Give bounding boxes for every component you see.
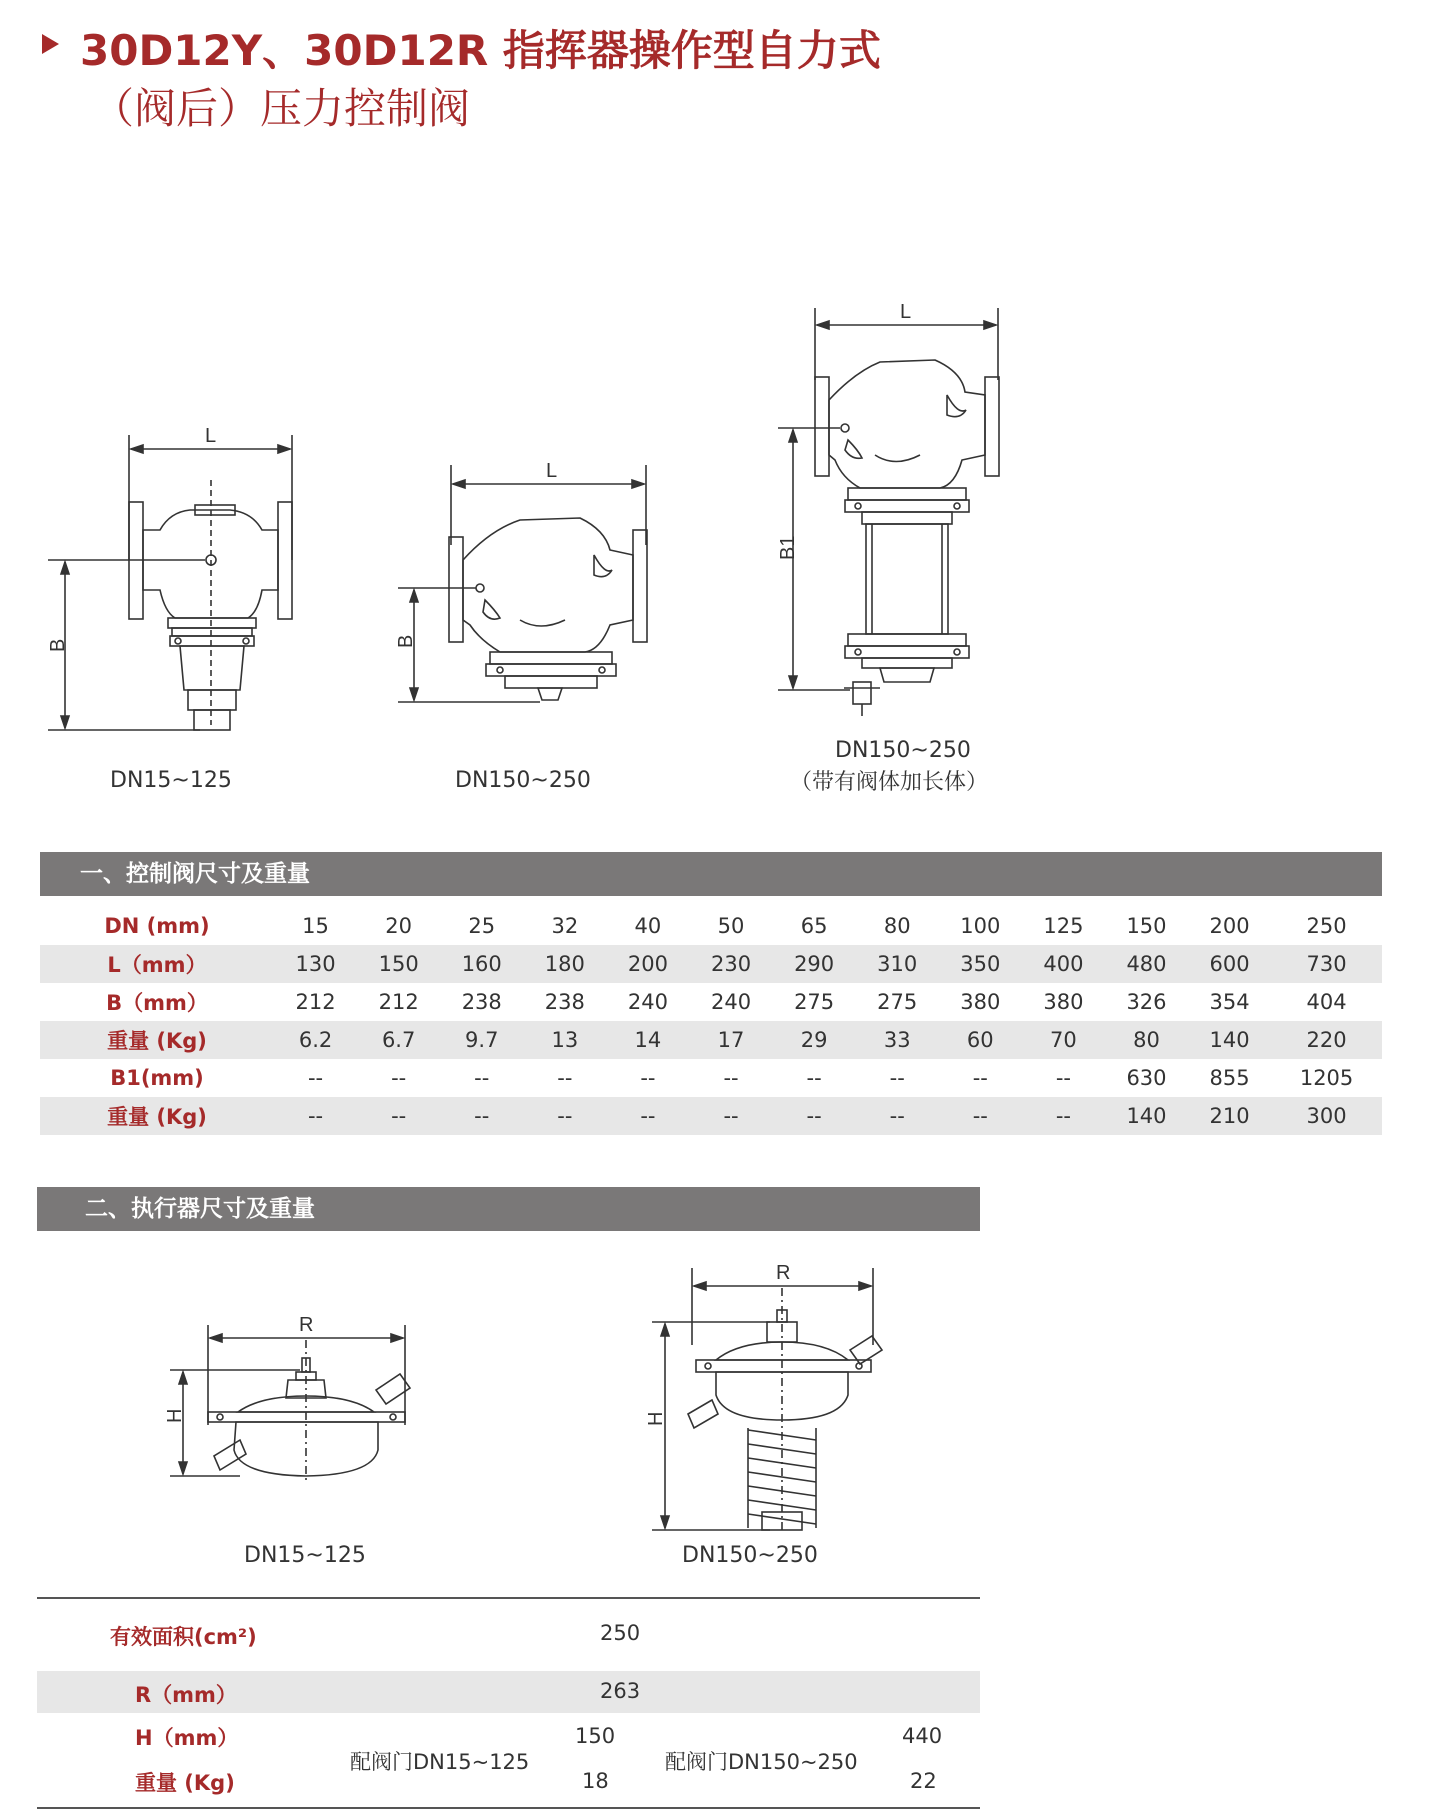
table-cell: 404 <box>1306 990 1347 1014</box>
table-cell: 275 <box>877 990 918 1014</box>
r-value: 263 <box>600 1679 641 1703</box>
table-cell: 180 <box>523 945 606 983</box>
act-small-caption: DN15~125 <box>244 1543 366 1568</box>
table-cell: -- <box>523 1097 606 1135</box>
table-cell: -- <box>1055 1066 1071 1090</box>
table-cell: -- <box>939 1097 1022 1135</box>
valve-small-caption: DN15~125 <box>110 768 232 793</box>
table-cell: 14 <box>606 1021 689 1059</box>
table-cell: 25 <box>468 914 496 938</box>
section2-top-rule <box>37 1597 980 1599</box>
act-small-dim-r: R <box>299 1314 314 1336</box>
table-cell: 6.7 <box>357 1021 440 1059</box>
table-cell: -- <box>640 1066 656 1090</box>
row-header: L（mm） <box>40 945 274 983</box>
table-cell: 210 <box>1188 1097 1271 1135</box>
table-cell: 40 <box>634 914 662 938</box>
table-cell: 220 <box>1271 1021 1382 1059</box>
table-cell: 15 <box>302 914 329 938</box>
section1-header: 一、控制阀尺寸及重量 <box>40 852 1382 896</box>
actuator-small-drawing <box>170 1325 410 1480</box>
table-cell: -- <box>889 1066 905 1090</box>
row-header: B（mm） <box>106 991 208 1015</box>
table-cell: 240 <box>710 990 752 1014</box>
table-cell: 275 <box>794 990 835 1014</box>
table-cell: -- <box>557 1066 573 1090</box>
table-cell: 65 <box>800 914 828 938</box>
page-subtitle: （阀后）压力控制阀 <box>92 84 471 133</box>
table-cell: 20 <box>385 914 412 938</box>
valve-small-dim-l: L <box>205 425 217 447</box>
weight-label: 重量 (Kg) <box>135 1771 235 1795</box>
area-label: 有效面积(cm²) <box>110 1625 257 1649</box>
table-cell: 130 <box>274 945 357 983</box>
table-cell: 600 <box>1188 945 1271 983</box>
table-row <box>40 983 1382 1021</box>
table-cell: -- <box>274 1097 357 1135</box>
table-cell: -- <box>391 1066 407 1090</box>
table-row <box>40 945 1382 983</box>
table-cell: 100 <box>960 914 1001 938</box>
table-cell: 32 <box>551 914 579 938</box>
table-cell: 140 <box>1105 1097 1188 1135</box>
table-cell: 70 <box>1022 1021 1105 1059</box>
table-cell: -- <box>440 1097 523 1135</box>
table-cell: 630 <box>1126 1066 1167 1090</box>
table-row <box>40 907 1382 945</box>
row-header: DN (mm) <box>104 914 210 938</box>
table-cell: 238 <box>544 990 585 1014</box>
valve-small-dim-b: B <box>47 638 69 652</box>
table-cell: 200 <box>1209 914 1250 938</box>
table-cell: 13 <box>523 1021 606 1059</box>
table-cell: 480 <box>1105 945 1188 983</box>
valve-large-drawing <box>398 465 647 702</box>
row-header: 重量 (Kg) <box>40 1097 274 1135</box>
table-cell: 150 <box>357 945 440 983</box>
table-cell: 855 <box>1209 1066 1250 1090</box>
valve-dimension-table <box>40 907 1382 1135</box>
table-cell: 250 <box>1306 914 1347 938</box>
table-cell: 6.2 <box>274 1021 357 1059</box>
act-large-dim-r: R <box>776 1262 791 1284</box>
group1-h: 150 <box>575 1724 616 1748</box>
table-cell: 212 <box>295 990 336 1014</box>
table-cell: 17 <box>689 1021 772 1059</box>
section2-bottom-rule <box>37 1807 980 1809</box>
table-cell: 290 <box>773 945 856 983</box>
table-cell: -- <box>474 1066 490 1090</box>
group2-h: 440 <box>902 1724 943 1748</box>
row-header: B1(mm) <box>110 1066 204 1090</box>
group2-w: 22 <box>910 1769 937 1793</box>
table-cell: 310 <box>856 945 939 983</box>
table-cell: 9.7 <box>440 1021 523 1059</box>
table-cell: 80 <box>883 914 911 938</box>
table-cell: 212 <box>378 990 419 1014</box>
r-label: R（mm） <box>135 1683 237 1707</box>
table-cell: 238 <box>461 990 502 1014</box>
valve-ext-dim-l: L <box>900 301 912 323</box>
valve-ext-caption-note: （带有阀体加长体） <box>790 770 989 795</box>
table-cell: 160 <box>440 945 523 983</box>
table-cell: -- <box>606 1097 689 1135</box>
table-cell: 50 <box>717 914 745 938</box>
act-large-caption: DN150~250 <box>682 1543 818 1568</box>
group1-w: 18 <box>582 1769 609 1793</box>
valve-large-caption: DN150~250 <box>455 768 591 793</box>
table-cell: -- <box>723 1066 739 1090</box>
table-cell: -- <box>806 1066 822 1090</box>
act-small-dim-h: H <box>164 1408 186 1423</box>
group2-label: 配阀门DN150~250 <box>665 1750 858 1774</box>
table-cell: 400 <box>1022 945 1105 983</box>
table-cell: -- <box>856 1097 939 1135</box>
table-cell: 326 <box>1126 990 1167 1014</box>
actuator-large-drawing <box>652 1268 882 1530</box>
table-cell: 140 <box>1188 1021 1271 1059</box>
table-cell: 230 <box>689 945 772 983</box>
table-row <box>40 1097 1382 1135</box>
table-cell: 150 <box>1126 914 1167 938</box>
table-cell: 380 <box>1043 990 1084 1014</box>
table-cell: 200 <box>606 945 689 983</box>
valve-extended-drawing <box>778 308 999 716</box>
table-cell: 1205 <box>1299 1066 1354 1090</box>
table-cell: 60 <box>939 1021 1022 1059</box>
row-header: 重量 (Kg) <box>40 1021 274 1059</box>
section2-header: 二、执行器尺寸及重量 <box>37 1187 980 1231</box>
table-cell: -- <box>357 1097 440 1135</box>
act-large-dim-h: H <box>645 1411 667 1426</box>
table-cell: -- <box>689 1097 772 1135</box>
valve-large-dim-b: B <box>395 634 417 648</box>
table-cell: 300 <box>1271 1097 1382 1135</box>
table-row <box>40 1059 1382 1097</box>
h-label: H（mm） <box>135 1726 239 1750</box>
table-cell: 33 <box>856 1021 939 1059</box>
table-cell: -- <box>1022 1097 1105 1135</box>
table-cell: -- <box>773 1097 856 1135</box>
valve-large-dim-l: L <box>546 460 558 482</box>
table-cell: 730 <box>1271 945 1382 983</box>
table-cell: -- <box>307 1066 324 1090</box>
table-cell: 240 <box>627 990 668 1014</box>
table-row <box>40 1021 1382 1059</box>
table-cell: -- <box>972 1066 988 1090</box>
table-cell: 125 <box>1043 914 1084 938</box>
valve-small-drawing <box>48 435 292 730</box>
group1-label: 配阀门DN15~125 <box>350 1750 530 1774</box>
valve-ext-dim-b1: B1 <box>777 535 799 560</box>
table-cell: 354 <box>1209 990 1250 1014</box>
table-cell: 380 <box>960 990 1001 1014</box>
page-title: 30D12Y、30D12R 指挥器操作型自力式 <box>80 26 881 75</box>
valve-ext-caption: DN150~250 <box>835 738 971 763</box>
area-value: 250 <box>600 1621 641 1645</box>
table-cell: 80 <box>1105 1021 1188 1059</box>
table-cell: 350 <box>939 945 1022 983</box>
spring-drawing <box>748 1428 816 1528</box>
table-cell: 29 <box>773 1021 856 1059</box>
